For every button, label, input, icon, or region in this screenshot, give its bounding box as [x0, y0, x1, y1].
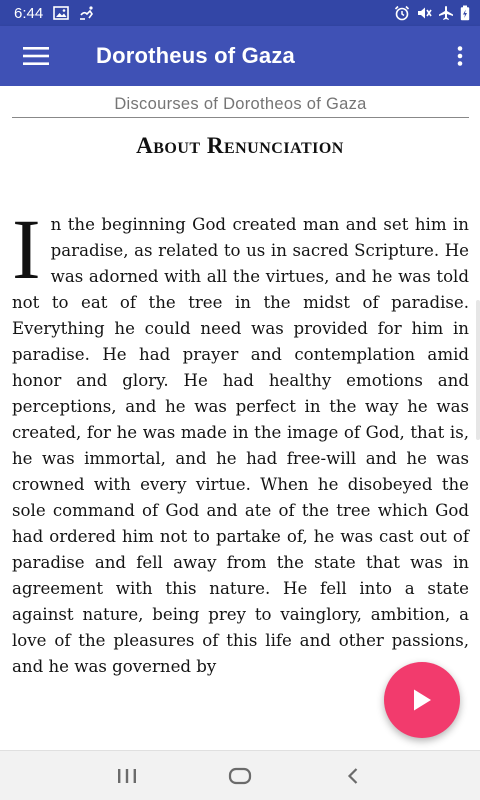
back-button[interactable] — [333, 756, 373, 796]
play-button[interactable] — [384, 662, 460, 738]
image-icon — [53, 6, 69, 20]
battery-icon — [460, 5, 470, 21]
body-text — [12, 201, 469, 680]
document-header: Discourses of Dorotheos of Gaza — [12, 95, 469, 118]
hamburger-menu-icon — [23, 47, 49, 65]
app-title: Dorotheus of Gaza — [96, 43, 295, 68]
play-icon — [411, 688, 433, 712]
recent-apps-button[interactable] — [107, 756, 147, 796]
navigation-bar — [0, 750, 480, 800]
recent-apps-icon — [116, 768, 138, 784]
edge-panel-handle[interactable] — [476, 300, 480, 440]
body-paragraph: n the beginning God created man and set him in paradise, as related to us in sacred Scripture. He was adorned with all the virtues, and he was told not to eat of the tree in the midst of paradise. Everything he could need was provided for him in paradise. He had prayer and contemplation amid honor and glory. He had healthy emotions and perceptions, and he was perfect in the way he was created, for he was made in the image of God, that is, he was immortal, and he had free-will and he was crowned with every virtue. When he disobeyed the sole command of God and ate of the tree which God had ordered him not to partake of, he was cast out of paradise and fell away from the state that was in agreement with this nature. He fell into a state against nature, being prey to vainglory, ambition, a love of the pleasures of this life and other passions, and he was governed by — [12, 215, 469, 676]
mute-icon — [416, 5, 432, 21]
chapter-title: About Renunciation — [136, 133, 344, 158]
status-bar — [0, 0, 480, 26]
status-left — [14, 5, 95, 22]
status-right — [394, 5, 470, 21]
more-vertical-icon — [457, 46, 463, 66]
reading-content[interactable] — [0, 86, 480, 750]
app-bar — [0, 26, 480, 86]
accessibility-icon — [79, 6, 95, 20]
overflow-menu-button[interactable] — [440, 26, 480, 86]
home-button[interactable] — [220, 756, 260, 796]
drop-cap: I — [12, 201, 41, 297]
home-icon — [228, 767, 252, 785]
back-icon — [346, 767, 360, 785]
alarm-icon — [394, 5, 410, 21]
menu-button[interactable] — [0, 26, 74, 86]
status-time: 6:44 — [14, 4, 44, 22]
airplane-mode-icon — [438, 5, 454, 21]
